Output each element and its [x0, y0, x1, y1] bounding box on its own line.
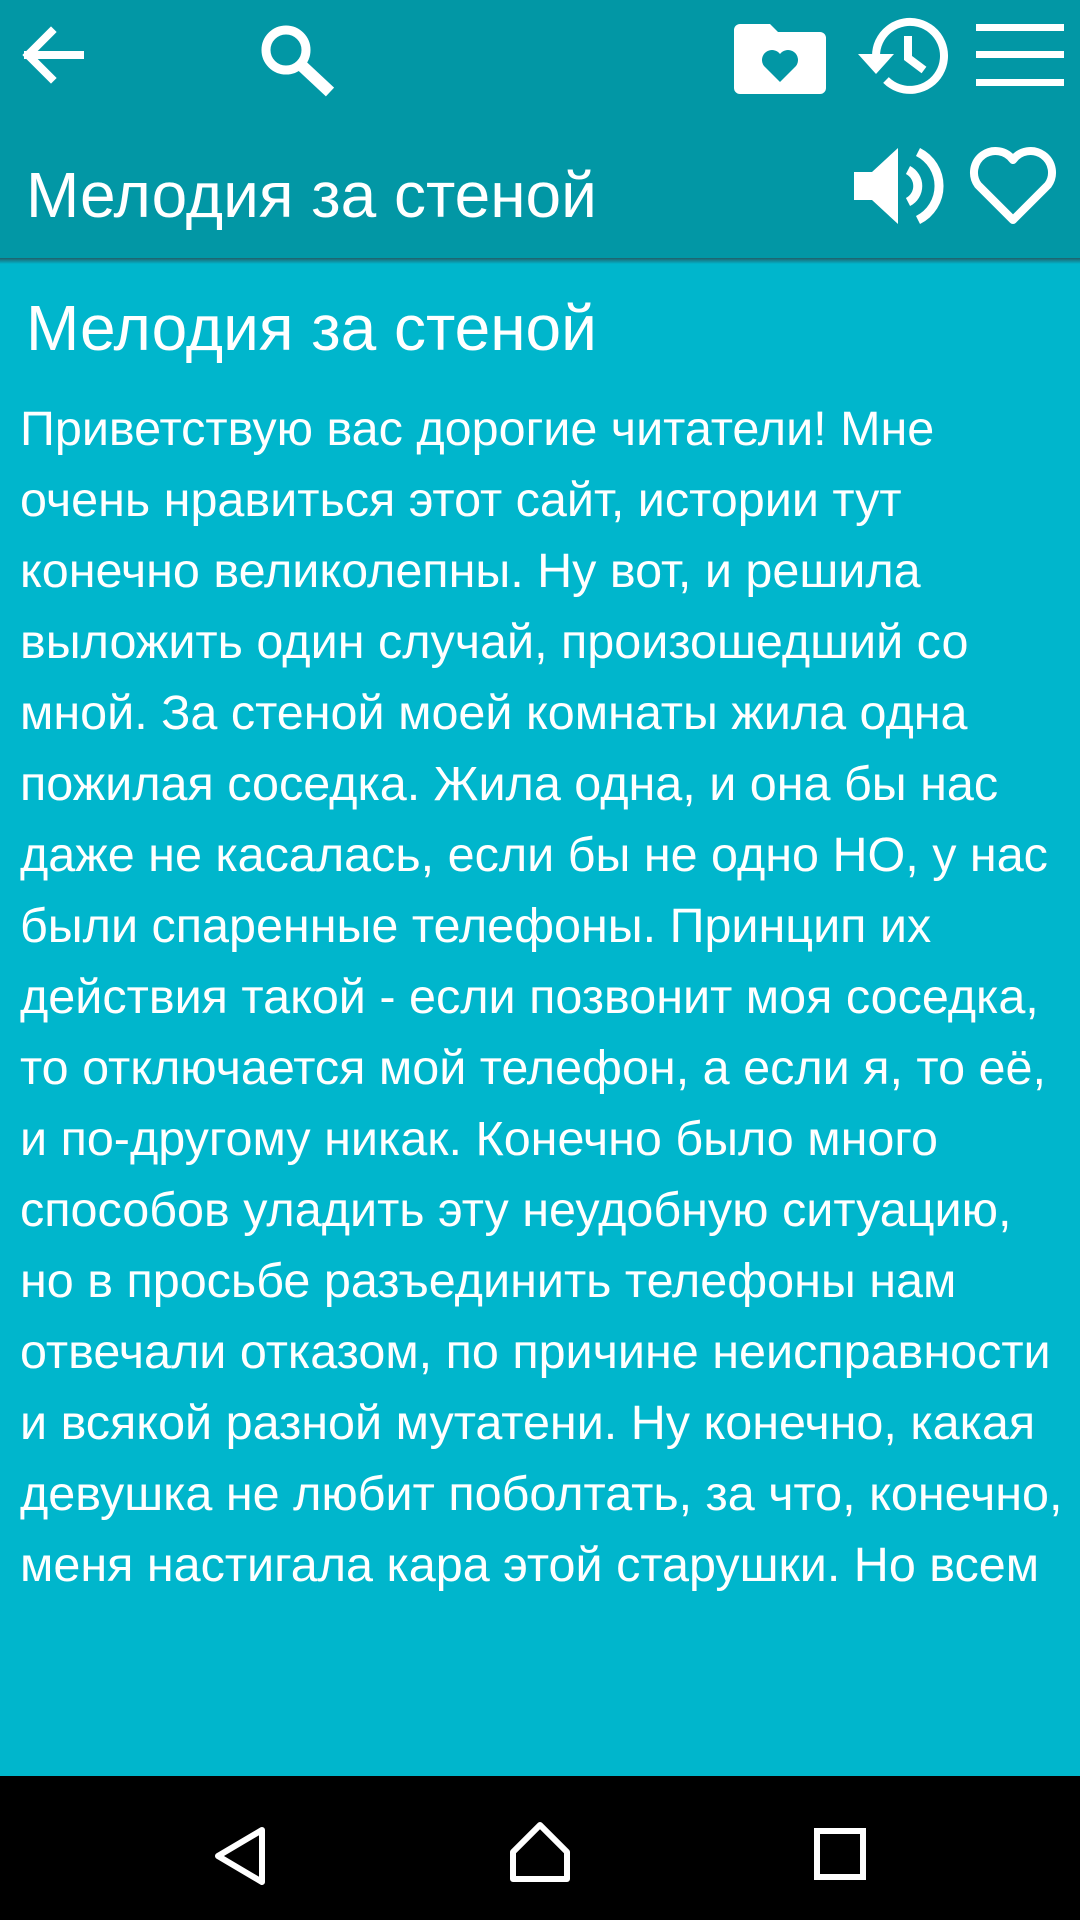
- story-title: Мелодия за стеной: [26, 292, 597, 364]
- story-content[interactable]: [0, 264, 1080, 1776]
- hamburger-menu-icon[interactable]: [976, 24, 1064, 86]
- folder-heart-icon[interactable]: [734, 22, 826, 94]
- app-bar: [0, 0, 1080, 258]
- nav-home-icon[interactable]: [508, 1820, 572, 1884]
- arrow-left-icon[interactable]: [18, 22, 84, 88]
- toolbar-title: Мелодия за стеной: [26, 159, 597, 231]
- nav-recents-icon[interactable]: [814, 1828, 866, 1880]
- volume-icon[interactable]: [850, 144, 944, 228]
- system-navigation-bar: [0, 1776, 1080, 1920]
- nav-back-icon[interactable]: [212, 1826, 268, 1886]
- history-icon[interactable]: [850, 14, 948, 98]
- search-icon[interactable]: [252, 18, 342, 98]
- story-text: Приветствую вас дорогие читатели! Мне очень нравиться этот сайт, истории тут конечно великолепны. Ну вот, и решила выложить один случай, произошедший со мной. За стеной моей комнаты жила одна пожилая соседка. Жила одна, и она бы нас даже не касалась, если бы не одно НО, у нас были спаренные телефоны. Принцип их действия такой - если позвонит моя соседка, то отключается мой телефон, а если я, то её, и по-другому никак. Конечно было много способов уладить эту неудобную ситуацию, но в просьбе разъединить телефоны нам отвечали отказом, по причине неисправности и всякой разной мутатени. Ну конечно, какая девушка не любит поболтать, за что, конечно, меня настигала кара этой старушки. Но всем: [20, 402, 1063, 1592]
- heart-outline-icon[interactable]: [966, 142, 1060, 228]
